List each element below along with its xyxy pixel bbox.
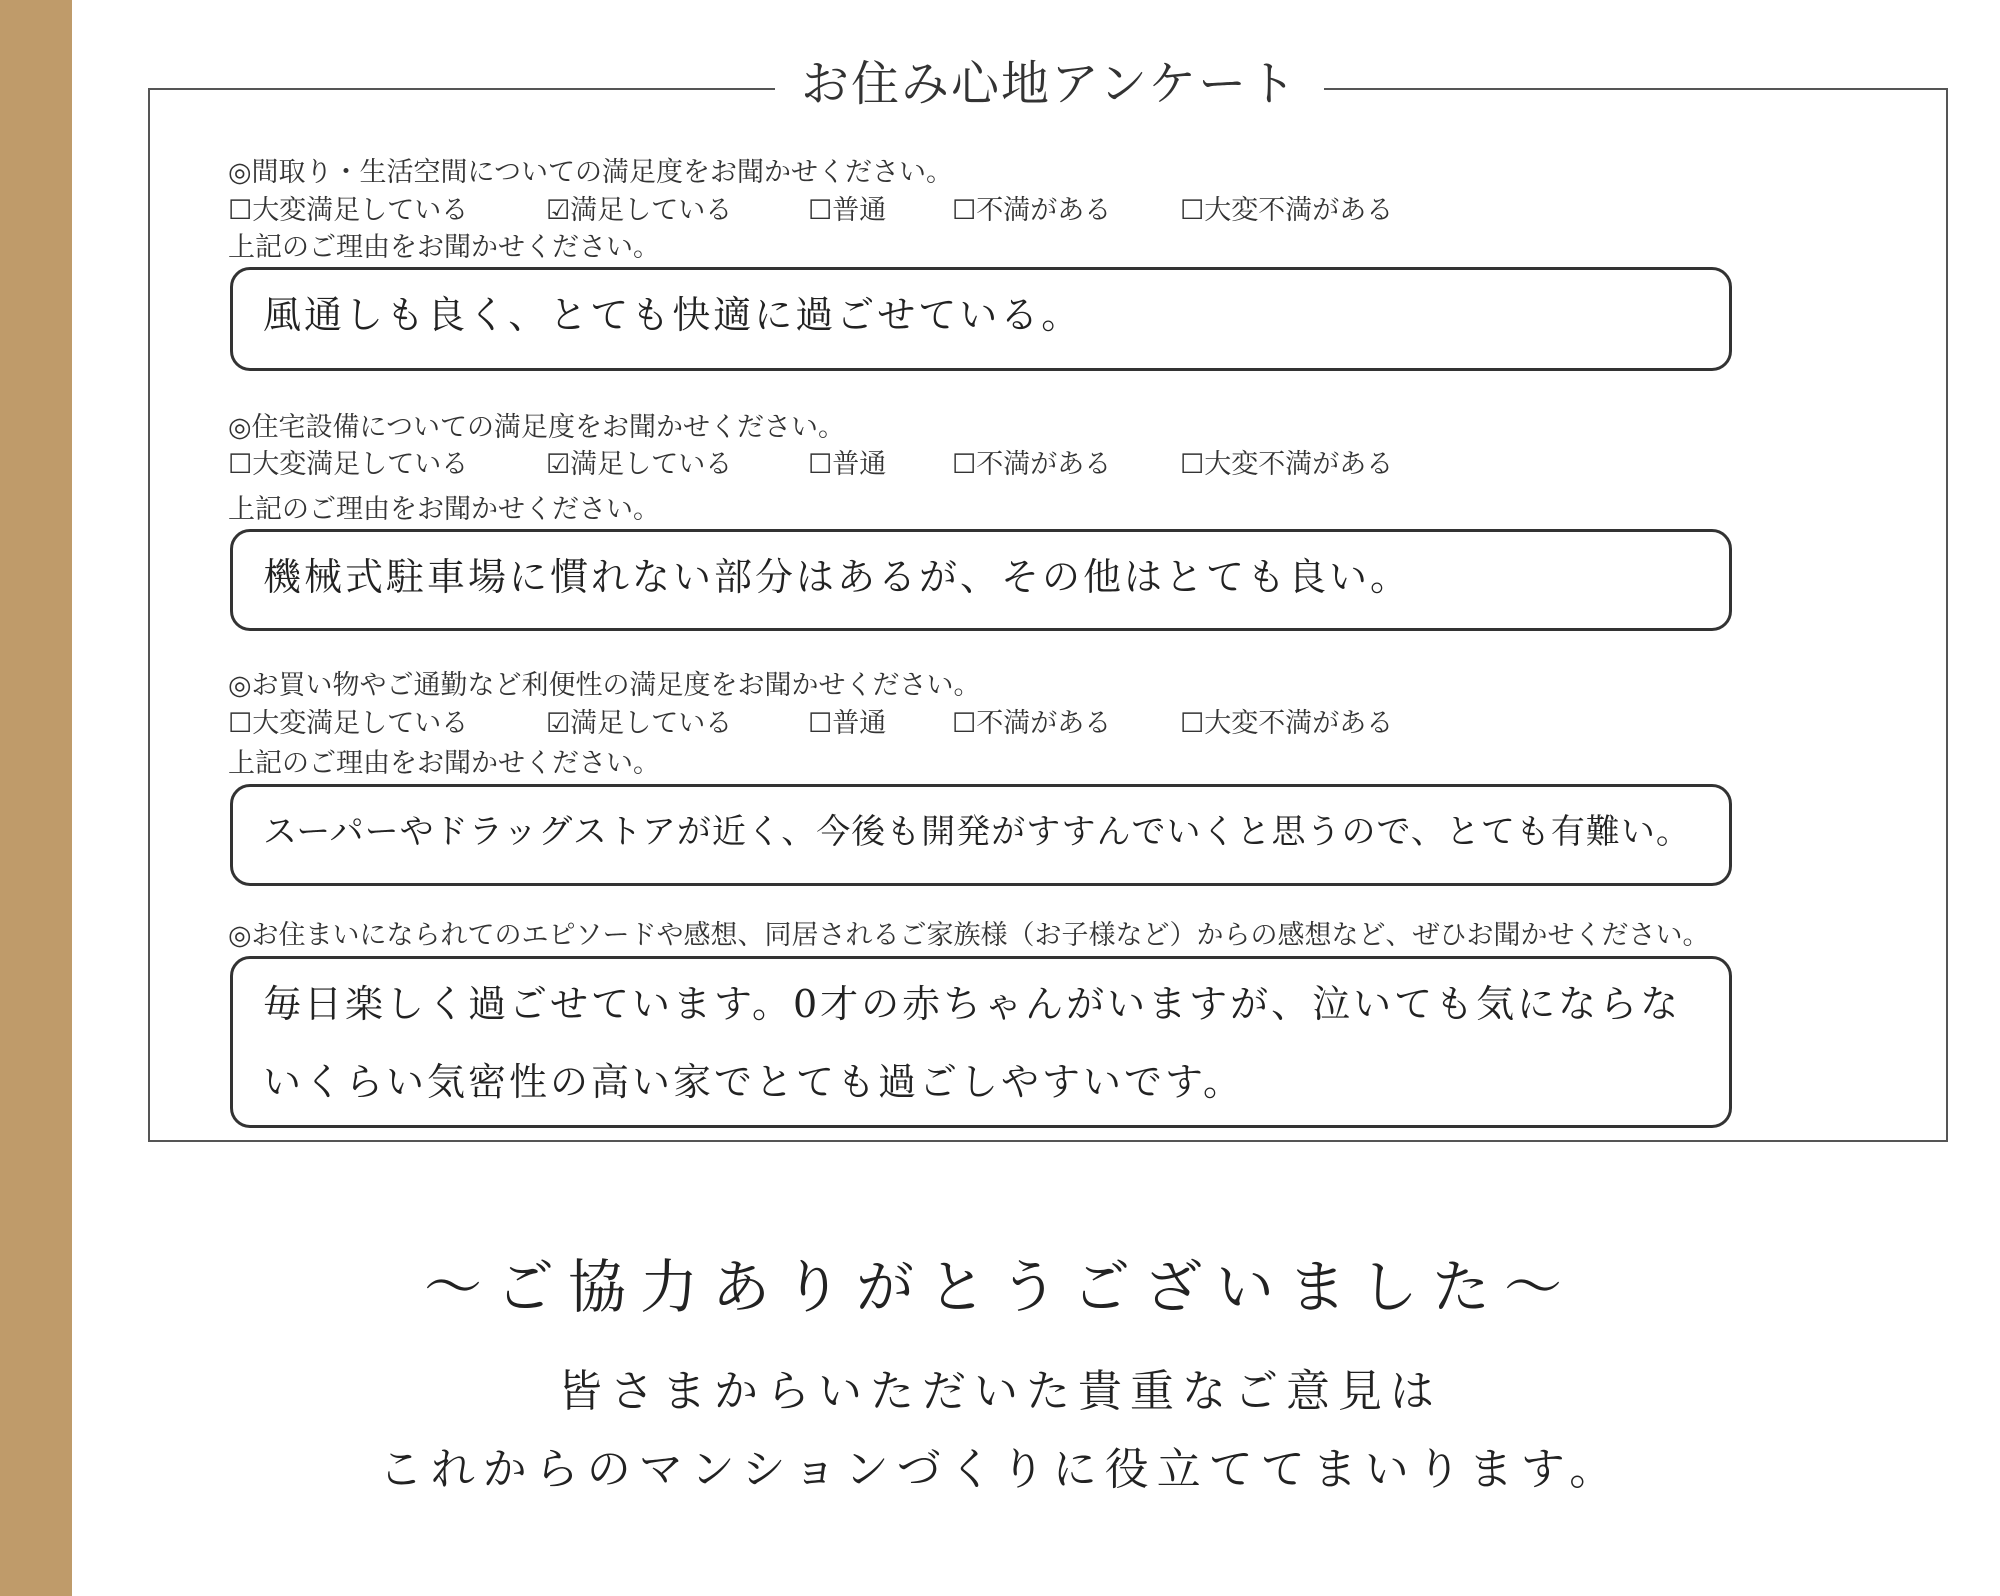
- option-satisfied-checked[interactable]: ☑満足している: [546, 195, 733, 226]
- option-very-satisfied[interactable]: ☐大変満足している: [228, 195, 469, 226]
- question-convenience: ◎お買い物やご通勤など利便性の満足度をお聞かせください。: [228, 670, 981, 701]
- option-very-dissatisfied[interactable]: ☐大変不満がある: [1180, 449, 1394, 480]
- survey-title: お住み心地アンケート: [775, 52, 1324, 116]
- question-layout: ◎間取り・生活空間についての満足度をお聞かせください。: [228, 157, 954, 188]
- answer-box-equipment: [230, 529, 1732, 631]
- answer-text: 機械式駐車場に慣れない部分はあるが、その他はとても良い。: [263, 555, 1412, 599]
- reason-label: 上記のご理由をお聞かせください。: [228, 748, 660, 779]
- thanks-line-2: これからのマンションづくりに役立ててまいります。: [378, 1444, 1622, 1495]
- question-equipment: ◎住宅設備についての満足度をお聞かせください。: [228, 412, 846, 443]
- option-neutral[interactable]: ☐普通: [808, 195, 887, 226]
- option-neutral[interactable]: ☐普通: [808, 449, 887, 480]
- reason-label: 上記のご理由をお聞かせください。: [228, 232, 660, 263]
- option-very-satisfied[interactable]: ☐大変満足している: [228, 449, 469, 480]
- option-satisfied-checked[interactable]: ☑満足している: [546, 708, 733, 739]
- thanks-title: 〜ご協力ありがとうございました〜: [423, 1253, 1576, 1321]
- option-neutral[interactable]: ☐普通: [808, 708, 887, 739]
- option-very-dissatisfied[interactable]: ☐大変不満がある: [1180, 195, 1394, 226]
- answer-text: スーパーやドラッグストアが近く、今後も開発がすすんでいくと思うので、とても有難い。: [263, 812, 1691, 852]
- reason-label: 上記のご理由をお聞かせください。: [228, 494, 660, 525]
- answer-text: 毎日楽しく過ごせています。0才の赤ちゃんがいますが、泣いても気にならないくらい気密性の高い家でとても過ごしやすいです。: [263, 982, 1682, 1104]
- answer-box-convenience: [230, 784, 1732, 886]
- option-very-dissatisfied[interactable]: ☐大変不満がある: [1180, 708, 1394, 739]
- thanks-line-1: 皆さまからいただいた貴重なご意見は: [558, 1366, 1442, 1417]
- option-dissatisfied[interactable]: ☐不満がある: [952, 449, 1112, 480]
- option-dissatisfied[interactable]: ☐不満がある: [952, 708, 1112, 739]
- answer-box-free-comment: [230, 956, 1732, 1128]
- option-dissatisfied[interactable]: ☐不満がある: [952, 195, 1112, 226]
- option-satisfied-checked[interactable]: ☑満足している: [546, 449, 733, 480]
- answer-box-layout: [230, 267, 1732, 371]
- question-free-comment: ◎お住まいになられてのエピソードや感想、同居されるご家族様（お子様など）からの感想など、ぜひお聞かせください。: [228, 920, 1710, 951]
- option-very-satisfied[interactable]: ☐大変満足している: [228, 708, 469, 739]
- answer-text: 風通しも良く、とても快適に過ごせている。: [263, 293, 1083, 337]
